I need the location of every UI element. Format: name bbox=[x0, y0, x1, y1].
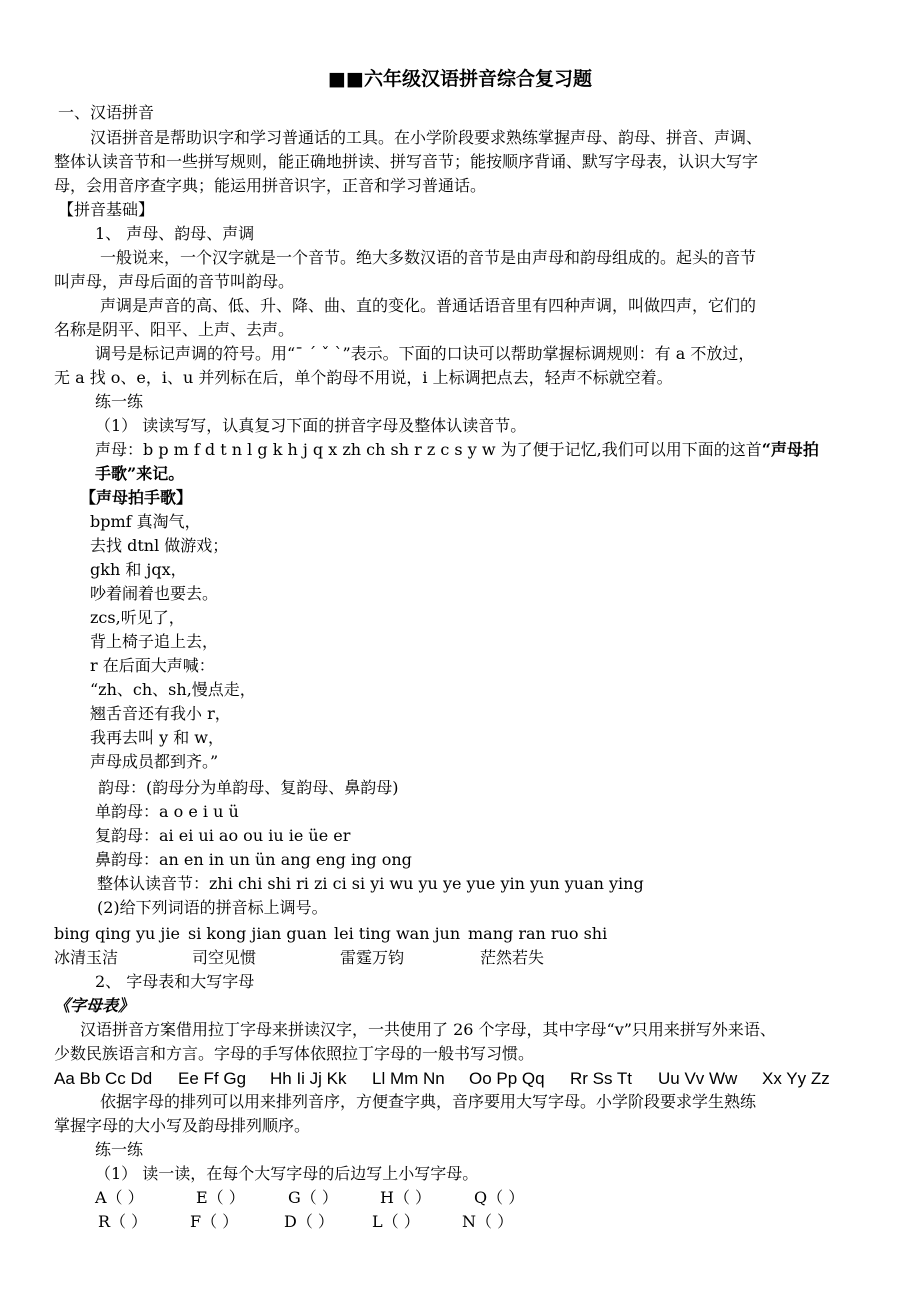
song-line: “zh、ch、sh,慢点走， bbox=[90, 680, 256, 699]
song-label: 【声母拍手歌】 bbox=[80, 488, 193, 507]
paragraph-line: 声调是声音的高、低、升、降、曲、直的变化。普通话语音里有四种声调，叫做四声，它们的 bbox=[100, 296, 757, 315]
chinese-word: 雷霆万钧 bbox=[340, 948, 405, 967]
fill-blank-item[interactable]: R（ ） bbox=[98, 1212, 148, 1231]
chinese-word: 司空见惯 bbox=[192, 948, 257, 967]
finals-heading: 韵母：(韵母分为单韵母、复韵母、鼻韵母) bbox=[98, 778, 399, 797]
compound-finals: 复韵母：ai ei ui ao ou iu ie üe er bbox=[95, 826, 351, 845]
subsection-heading-1: 1、 声母、韵母、声调 bbox=[95, 224, 255, 243]
song-reference: “声母拍 bbox=[761, 440, 819, 459]
paragraph-line: 一般说来，一个汉字就是一个音节。绝大多数汉语的音节是由声母和韵母组成的。起头的音节 bbox=[100, 248, 757, 267]
song-line: 声母成员都到齐。” bbox=[90, 752, 219, 771]
song-line: zcs,听见了， bbox=[90, 608, 185, 627]
nasal-finals: 鼻韵母：an en in un ün ang eng ing ong bbox=[95, 850, 412, 869]
song-line: 我再去叫 y 和 w， bbox=[90, 728, 224, 747]
paragraph-line: 名称是阴平、阳平、上声、去声。 bbox=[54, 320, 295, 339]
song-line: 去找 dtnl 做游戏； bbox=[90, 536, 229, 555]
alphabet-group: Aa Bb Cc Dd bbox=[54, 1069, 153, 1088]
intro-line-3: 母，会用音序查字典；能运用拼音识字，正音和学习普通话。 bbox=[54, 176, 487, 195]
practice-label: 练一练 bbox=[95, 392, 144, 411]
alphabet-group: Ee Ff Gg bbox=[178, 1069, 247, 1088]
fill-blank-item[interactable]: H（ ） bbox=[380, 1188, 432, 1207]
pinyin-word: bing qing yu jie bbox=[54, 924, 180, 943]
chinese-word: 茫然若失 bbox=[480, 948, 545, 967]
task-instruction: （1） 读读写写，认真复习下面的拼音字母及整体认读音节。 bbox=[95, 416, 527, 435]
song-line: 翘舌音还有我小 r， bbox=[90, 704, 231, 723]
pinyin-word: si kong jian guan bbox=[188, 924, 327, 943]
fill-blank-item[interactable]: D（ ） bbox=[284, 1212, 334, 1231]
section-heading: 一、汉语拼音 bbox=[58, 103, 155, 122]
pinyin-word: mang ran ruo shi bbox=[468, 924, 608, 943]
alphabet-group: Rr Ss Tt bbox=[570, 1069, 633, 1088]
basics-label: 【拼音基础】 bbox=[58, 200, 155, 219]
fill-blank-item[interactable]: A（ ） bbox=[95, 1188, 144, 1207]
alphabet-group: Xx Yy Zz bbox=[762, 1069, 830, 1088]
alphabet-label: 《字母表》 bbox=[54, 996, 135, 1015]
intro-line-1: 汉语拼音是帮助识字和学习普通话的工具。在小学阶段要求熟练掌握声母、韵母、拼音、声调、 bbox=[90, 128, 763, 147]
alphabet-group: Uu Vv Ww bbox=[658, 1069, 738, 1088]
simple-finals: 单韵母：a o e i u ü bbox=[95, 802, 239, 821]
fill-blank-item[interactable]: N（ ） bbox=[462, 1212, 514, 1231]
task-instruction: （1） 读一读，在每个大写字母的后边写上小写字母。 bbox=[95, 1164, 479, 1183]
chinese-word: 冰清玉洁 bbox=[54, 948, 119, 967]
page-title: ■■六年级汉语拼音综合复习题 bbox=[328, 68, 592, 90]
task-instruction: (2)给下列词语的拼音标上调号。 bbox=[97, 898, 328, 917]
alphabet-group: Oo Pp Qq bbox=[469, 1069, 545, 1088]
paragraph-line: 叫声母，声母后面的音节叫韵母。 bbox=[54, 272, 295, 291]
song-line: 背上椅子追上去， bbox=[90, 632, 219, 651]
paragraph-line: 无 a 找 o、e，i、u 并列标在后，单个韵母不用说，i 上标调把点去，轻声不标就空着。 bbox=[54, 368, 673, 387]
paragraph-line: 调号是标记声调的符号。用“ˉ ˊ ˇ ˋ”表示。下面的口诀可以帮助掌握标调规则：有 a 不放过， bbox=[95, 344, 755, 363]
fill-blank-item[interactable]: Q（ ） bbox=[474, 1188, 525, 1207]
song-line: 吵着闹着也要去。 bbox=[90, 584, 219, 603]
paragraph-line: 依据字母的排列可以用来排列音序，方便查字典，音序要用大写字母。小学阶段要求学生熟练 bbox=[100, 1092, 757, 1111]
initials-line bbox=[95, 438, 819, 462]
song-reference-cont: 手歌”来记。 bbox=[95, 464, 185, 483]
practice-label: 练一练 bbox=[95, 1140, 144, 1159]
fill-blank-item[interactable]: E（ ） bbox=[196, 1188, 245, 1207]
fill-blank-item[interactable]: G（ ） bbox=[288, 1188, 338, 1207]
intro-line-2: 整体认读音节和一些拼写规则，能正确地拼读、拼写音节；能按顺序背诵、默写字母表，认识大写字 bbox=[54, 152, 759, 171]
paragraph-line: 少数民族语言和方言。字母的手写体依照拉丁字母的一般书写习惯。 bbox=[54, 1044, 535, 1063]
pinyin-word: lei ting wan jun bbox=[334, 924, 461, 943]
alphabet-group: Ll Mm Nn bbox=[372, 1069, 445, 1088]
song-line: bpmf 真淘气， bbox=[90, 512, 201, 531]
song-line: r 在后面大声喊： bbox=[90, 656, 215, 675]
fill-blank-item[interactable]: F（ ） bbox=[190, 1212, 239, 1231]
paragraph-line: 掌握字母的大小写及韵母排列顺序。 bbox=[54, 1116, 311, 1135]
fill-blank-item[interactable]: L（ ） bbox=[372, 1212, 420, 1231]
whole-syllables: 整体认读音节：zhi chi shi ri zi ci si yi wu yu ye yue yin yun yuan ying bbox=[97, 874, 644, 893]
song-line: gkh 和 jqx， bbox=[90, 560, 187, 579]
paragraph-line: 汉语拼音方案借用拉丁字母来拼读汉字，一共使用了 26 个字母，其中字母“v”只用来拼写外来语、 bbox=[80, 1020, 776, 1039]
subsection-heading-2: 2、 字母表和大写字母 bbox=[95, 972, 255, 991]
alphabet-group: Hh Ii Jj Kk bbox=[270, 1069, 347, 1088]
initials-text: 声母：b p m f d t n l g k h j q x zh ch sh r z c s y w 为了便于记忆,我们可以用下面的这首 bbox=[95, 440, 762, 459]
